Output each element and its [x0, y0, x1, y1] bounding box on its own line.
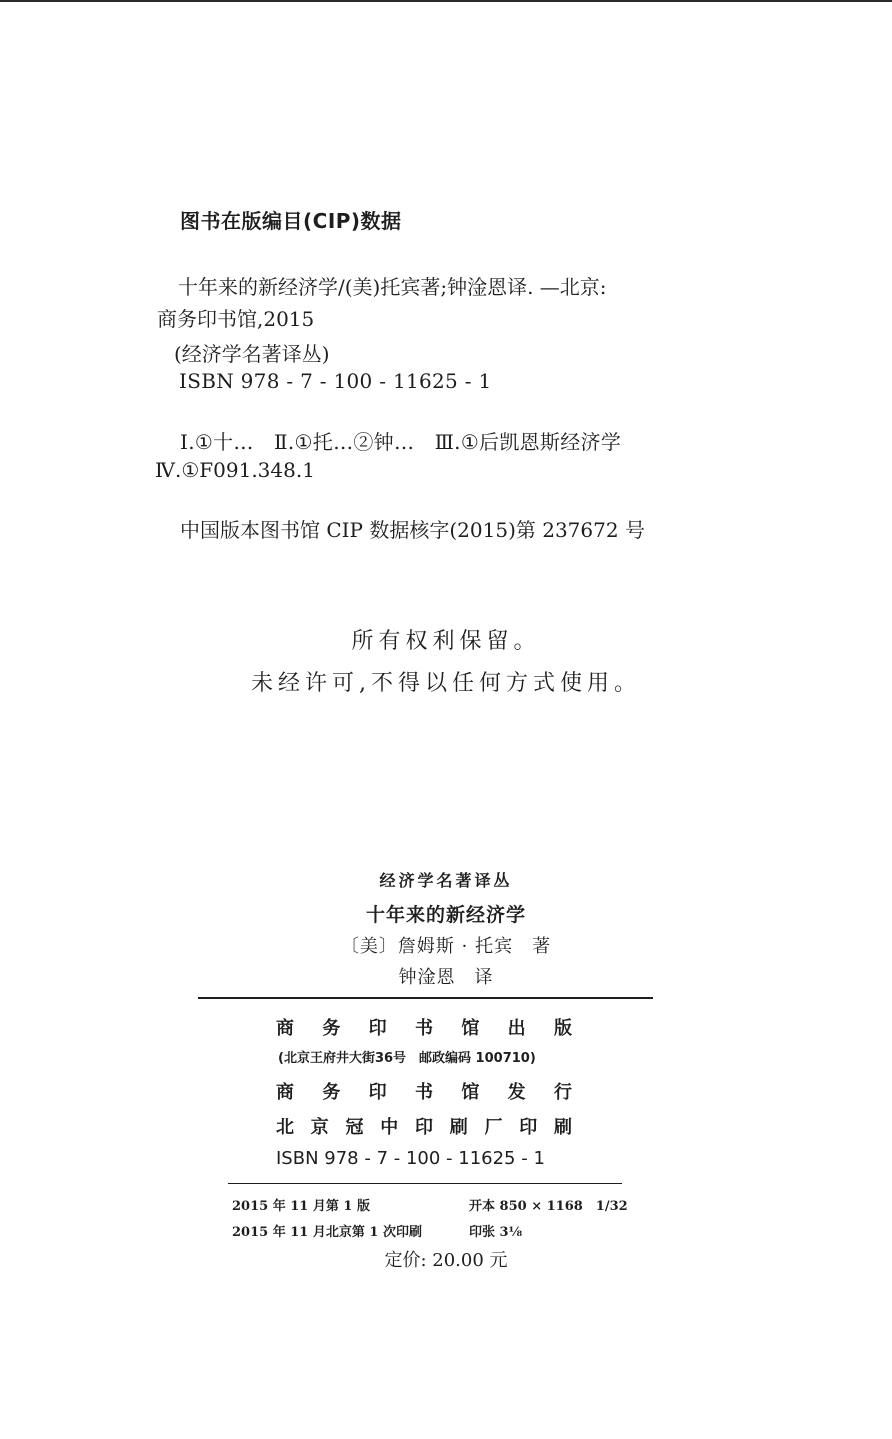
printer-char: 刷: [554, 1117, 572, 1138]
rights-reserved-line: 所有权利保留。: [351, 629, 541, 654]
colophon-top-rule: [198, 997, 653, 999]
sheets-info: 印张 3⅛: [469, 1225, 523, 1240]
publisher-char: 商: [276, 1018, 294, 1039]
distributor-line: [276, 1078, 572, 1104]
printer-char: 北: [276, 1117, 294, 1138]
distributor-char: 行: [553, 1082, 572, 1103]
printer-char: 冠: [345, 1117, 364, 1138]
colophon-isbn: ISBN 978 - 7 - 100 - 11625 - 1: [276, 1148, 545, 1169]
usage-restriction-line: 未经许可,不得以任何方式使用。: [251, 671, 641, 696]
cip-verification-number: 中国版本图书馆 CIP 数据核字(2015)第 237672 号: [180, 518, 645, 542]
colophon-bottom-rule: [228, 1183, 622, 1184]
publisher-char: 务: [322, 1018, 341, 1039]
cip-publisher-line: 商务印书馆,2015: [157, 307, 315, 331]
publisher-address: (北京王府井大街36号 邮政编码 100710): [278, 1051, 536, 1066]
distributor-char: 馆: [461, 1082, 480, 1103]
book-title: 十年来的新经济学: [365, 904, 526, 926]
publisher-char: 书: [414, 1018, 433, 1039]
format-info: 开本 850 × 1168 1/32: [469, 1199, 628, 1214]
cip-title-line: 十年来的新经济学/(美)托宾著;钟淦恩译. —北京:: [178, 275, 607, 299]
distributor-char: 书: [414, 1082, 433, 1103]
cip-classification-2: Ⅳ.①F091.348.1: [155, 458, 315, 482]
printer-char: 京: [310, 1117, 329, 1138]
printer-char: 刷: [449, 1117, 468, 1138]
distributor-char: 商: [276, 1082, 294, 1103]
printer-char: 印: [415, 1117, 433, 1138]
printing-info: 2015 年 11 月北京第 1 次印刷: [232, 1225, 422, 1240]
publisher-char: 馆: [461, 1018, 480, 1039]
edition-info: 2015 年 11 月第 1 版: [232, 1199, 370, 1214]
publisher-char: 版: [553, 1018, 572, 1039]
publisher-char: 印: [368, 1018, 387, 1039]
top-border-line: [0, 0, 892, 2]
cip-classification-1: Ⅰ.①十… Ⅱ.①托…②钟… Ⅲ.①后凯恩斯经济学: [180, 430, 622, 454]
printer-char: 印: [519, 1117, 538, 1138]
author-line: 〔美〕詹姆斯 · 托宾 著: [340, 936, 552, 957]
cip-heading: 图书在版编目(CIP)数据: [180, 209, 402, 233]
series-name: 经济学名著译丛: [379, 871, 513, 890]
distributor-char: 发: [507, 1082, 526, 1103]
translator-line: 钟淦恩 译: [398, 967, 494, 988]
publisher-line: [276, 1014, 572, 1040]
cip-series-line: (经济学名著译丛): [174, 342, 330, 366]
printer-line: [276, 1113, 572, 1139]
distributor-char: 务: [322, 1082, 341, 1103]
printer-char: 中: [380, 1117, 399, 1138]
distributor-char: 印: [368, 1082, 387, 1103]
cip-isbn: ISBN 978 - 7 - 100 - 11625 - 1: [179, 369, 492, 393]
price: 定价: 20.00 元: [384, 1250, 508, 1271]
publisher-char: 出: [507, 1018, 526, 1039]
printer-char: 厂: [484, 1117, 503, 1138]
